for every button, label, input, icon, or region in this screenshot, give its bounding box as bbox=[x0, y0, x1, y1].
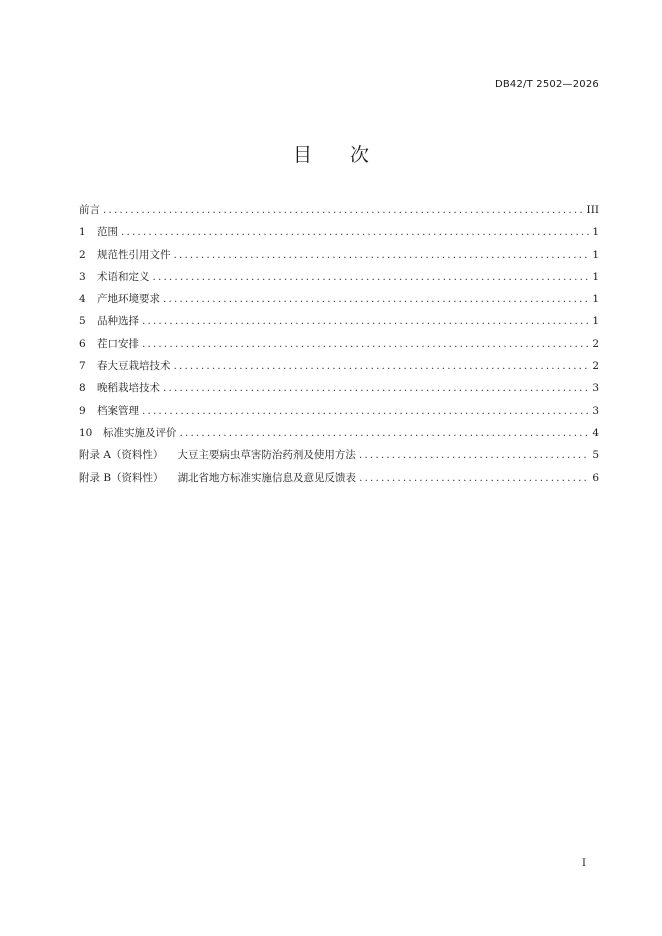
toc-entry-10[interactable] bbox=[79, 422, 599, 444]
toc-entry-page: 5 bbox=[592, 449, 599, 462]
toc-entry-page: 1 bbox=[592, 293, 599, 306]
dot-leader bbox=[153, 266, 590, 288]
dot-leader bbox=[103, 199, 584, 221]
toc-entry-9[interactable] bbox=[79, 400, 599, 422]
toc-entry-label: 术语和定义 bbox=[97, 270, 150, 283]
toc-entry-page: 3 bbox=[592, 404, 599, 417]
toc-entry-label: 产地环境要求 bbox=[97, 293, 160, 306]
toc-entry-6[interactable] bbox=[79, 333, 599, 355]
toc-entry-number: 9 bbox=[79, 404, 86, 417]
toc-entry-label: 档案管理 bbox=[97, 404, 139, 417]
toc-entry-number: 1 bbox=[79, 226, 86, 239]
dot-leader bbox=[163, 288, 589, 310]
toc-entry-number: 8 bbox=[79, 382, 86, 395]
toc-entry-appendix-b[interactable] bbox=[79, 467, 599, 489]
toc-entry-page: 1 bbox=[592, 226, 599, 239]
toc-entry-5[interactable] bbox=[79, 310, 599, 332]
toc-entry-number: 5 bbox=[79, 315, 86, 328]
dot-leader bbox=[142, 400, 589, 422]
toc-entry-label: 规范性引用文件 bbox=[97, 248, 171, 261]
page-title-char-2: 次 bbox=[350, 144, 370, 166]
toc-entry-page: 1 bbox=[592, 270, 599, 283]
dot-leader bbox=[163, 377, 589, 399]
toc-entry-label: 标准实施及评价 bbox=[103, 426, 177, 439]
table-of-contents bbox=[79, 199, 599, 489]
toc-entry-page: 1 bbox=[592, 315, 599, 328]
toc-entry-page: 1 bbox=[592, 248, 599, 261]
dot-leader bbox=[121, 221, 589, 243]
page-title bbox=[0, 140, 662, 167]
toc-entry-number: 3 bbox=[79, 270, 86, 283]
toc-appendix-tag: 附录 B（资料性） bbox=[79, 471, 164, 484]
toc-entry-2[interactable] bbox=[79, 244, 599, 266]
document-code: DB42/T 2502—2026 bbox=[494, 79, 599, 90]
page-number: I bbox=[582, 858, 586, 869]
dot-leader bbox=[174, 355, 590, 377]
toc-entry-label: 湖北省地方标准实施信息及意见反馈表 bbox=[177, 471, 357, 484]
toc-entry-page: 6 bbox=[592, 471, 599, 484]
page-title-char-1: 目 bbox=[292, 144, 312, 166]
toc-entry-label: 春大豆栽培技术 bbox=[97, 360, 171, 373]
dot-leader bbox=[174, 244, 590, 266]
toc-entry-label: 晚稻栽培技术 bbox=[97, 382, 160, 395]
toc-entry-number: 10 bbox=[79, 426, 93, 439]
toc-entry-page: 2 bbox=[592, 360, 599, 373]
toc-entry-label: 茬口安排 bbox=[97, 337, 139, 350]
toc-entry-label: 前言 bbox=[79, 204, 100, 216]
dot-leader bbox=[142, 310, 589, 332]
toc-entry-3[interactable] bbox=[79, 266, 599, 288]
dot-leader bbox=[142, 333, 589, 355]
toc-entry-7[interactable] bbox=[79, 355, 599, 377]
dot-leader bbox=[180, 422, 590, 444]
toc-entry-number: 7 bbox=[79, 360, 86, 373]
toc-entry-1[interactable] bbox=[79, 221, 599, 243]
toc-entry-8[interactable] bbox=[79, 377, 599, 399]
toc-entry-label: 品种选择 bbox=[97, 315, 139, 328]
toc-entry-page: 2 bbox=[592, 337, 599, 350]
toc-entry-number: 4 bbox=[79, 293, 86, 306]
toc-entry-appendix-a[interactable] bbox=[79, 444, 599, 466]
dot-leader bbox=[359, 444, 589, 466]
toc-entry-number: 6 bbox=[79, 337, 86, 350]
toc-entry-label: 范围 bbox=[97, 226, 118, 239]
toc-entry-4[interactable] bbox=[79, 288, 599, 310]
toc-entry-page: 4 bbox=[592, 426, 599, 439]
toc-entry-page: 3 bbox=[592, 382, 599, 395]
toc-entry-label: 大豆主要病虫草害防治药剂及使用方法 bbox=[177, 449, 356, 462]
toc-entry-page: III bbox=[586, 204, 599, 216]
toc-appendix-tag: 附录 A（资料性） bbox=[79, 449, 164, 462]
toc-entry-number: 2 bbox=[79, 248, 86, 261]
toc-entry-foreword[interactable] bbox=[79, 199, 599, 221]
dot-leader bbox=[359, 467, 589, 489]
